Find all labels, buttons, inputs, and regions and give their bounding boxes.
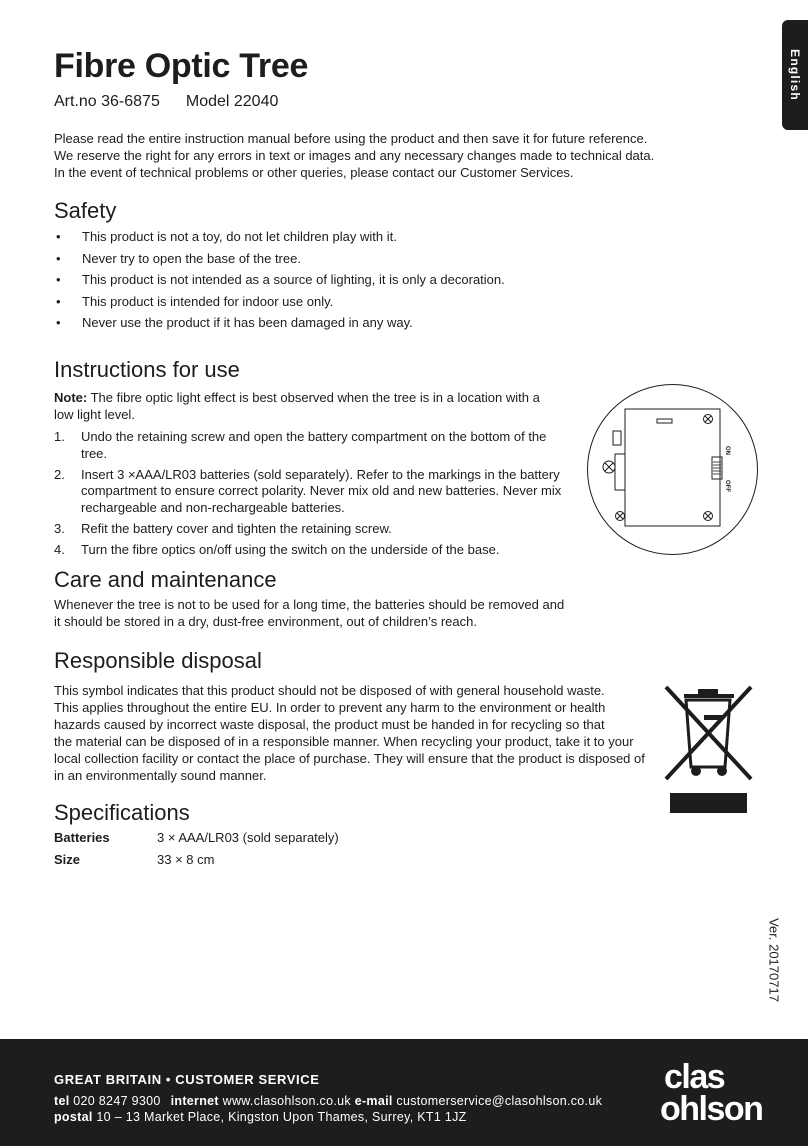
note-text: The fibre optic light effect is best observed when the tree is in a location with a low light level. bbox=[54, 390, 540, 422]
retaining-screw-tab bbox=[615, 454, 625, 490]
step-item bbox=[54, 429, 574, 462]
spec-row bbox=[54, 851, 339, 873]
product-ids bbox=[54, 93, 278, 111]
logo-line-2: ohlson bbox=[660, 1090, 763, 1128]
safety-item: • This product is not a toy, do not let children play with it. bbox=[54, 228, 505, 250]
step-item bbox=[54, 521, 574, 538]
spec-label: Size bbox=[54, 852, 81, 867]
note-label: Note: bbox=[54, 390, 88, 405]
postal-address: 10 – 13 Market Place, Kingston Upon Thames, Surrey, KT1 1JZ bbox=[96, 1110, 467, 1124]
disposal-line: hazards caused by incorrect waste disposal, the product must be handed in for recycling so that bbox=[54, 717, 605, 732]
email-link[interactable]: customerservice@clasohlson.co.uk bbox=[396, 1094, 603, 1108]
language-tab bbox=[782, 20, 808, 130]
battery-cover bbox=[625, 409, 720, 526]
version-label: Ver. 20170717 bbox=[766, 918, 782, 1002]
screw-icon bbox=[704, 415, 713, 424]
disposal-line: the material can be disposed of in a responsible manner. When recycling your product, take it to your bbox=[54, 734, 634, 749]
specifications-table bbox=[54, 829, 339, 873]
step-number: 3. bbox=[54, 520, 65, 536]
step-text: Refit the battery cover and tighten the retaining screw. bbox=[81, 520, 392, 536]
base-underside-diagram bbox=[585, 382, 760, 557]
step-item bbox=[54, 542, 574, 559]
tel-label: tel bbox=[54, 1094, 70, 1108]
spec-row bbox=[54, 829, 339, 851]
intro-line: In the event of technical problems or other queries, please contact our Customer Services. bbox=[54, 165, 574, 180]
screw-icon bbox=[704, 512, 713, 521]
spec-label: Batteries bbox=[54, 830, 110, 845]
step-number: 2. bbox=[54, 466, 65, 482]
disposal-heading: Responsible disposal bbox=[54, 648, 262, 673]
website-link[interactable]: www.clasohlson.co.uk bbox=[222, 1094, 351, 1108]
intro-line: Please read the entire instruction manual before using the product and then save it for future reference. bbox=[54, 131, 648, 146]
disposal-line: local collection facility or contact the place of purchase. They will ensure that the product is disposed of bbox=[54, 751, 645, 766]
clas-ohlson-logo bbox=[660, 1058, 780, 1128]
footer bbox=[0, 1039, 808, 1146]
footer-heading: GREAT BRITAIN • CUSTOMER SERVICE bbox=[54, 1072, 320, 1087]
logo-line-1: clas bbox=[664, 1058, 725, 1096]
model-no: Model 22040 bbox=[185, 93, 279, 110]
disposal-line: This symbol indicates that this product should not be disposed of with general household waste. bbox=[54, 683, 605, 698]
email-label: e-mail bbox=[354, 1094, 393, 1108]
instructions-heading: Instructions for use bbox=[54, 357, 240, 382]
footer-contact-line bbox=[54, 1094, 602, 1108]
step-text: Insert 3 ×AAA/LR03 batteries (sold separately). Refer to the markings in the battery compartment to ensure correct polarity. Never mix old and new batteries. Never mix rechargeable and non-rechargeable batteries. bbox=[81, 466, 562, 515]
step-number: 4. bbox=[54, 541, 65, 557]
base-outline bbox=[588, 385, 758, 555]
care-heading: Care and maintenance bbox=[54, 567, 277, 592]
spec-value: 3 × AAA/LR03 (sold separately) bbox=[157, 830, 339, 845]
intro-text bbox=[54, 130, 674, 181]
internet-label: internet bbox=[170, 1094, 219, 1108]
cover-latch bbox=[657, 419, 672, 423]
safety-heading: Safety bbox=[54, 198, 117, 223]
step-text: Undo the retaining screw and open the battery compartment on the bottom of the tree. bbox=[81, 429, 547, 461]
safety-list bbox=[54, 228, 505, 336]
switch-off-label: OFF bbox=[724, 480, 730, 492]
screw-icon bbox=[616, 512, 625, 521]
page-title: Fibre Optic Tree bbox=[54, 47, 309, 85]
spec-value: 33 × 8 cm bbox=[157, 852, 215, 867]
language-label: English bbox=[788, 49, 802, 101]
tel-number: 020 8247 9300 bbox=[73, 1094, 161, 1108]
switch-on-label: ON bbox=[724, 446, 730, 455]
safety-item: • This product is intended for indoor use only. bbox=[54, 293, 505, 315]
specifications-heading: Specifications bbox=[54, 800, 190, 825]
care-text: Whenever the tree is not to be used for a long time, the batteries should be removed and it should be stored in a dry, dust-free environment, out of children’s reach. bbox=[54, 597, 565, 629]
postal-label: postal bbox=[54, 1110, 93, 1124]
disposal-line: This applies throughout the entire EU. In order to prevent any harm to the environment or health bbox=[54, 700, 606, 715]
steps-list bbox=[54, 429, 574, 563]
note bbox=[54, 389, 554, 423]
step-item bbox=[54, 467, 574, 517]
safety-item: • This product is not intended as a source of lighting, it is only a decoration. bbox=[54, 271, 505, 293]
safety-item: • Never try to open the base of the tree. bbox=[54, 250, 505, 272]
retaining-screw-icon bbox=[603, 461, 615, 473]
disposal-line: in an environmentally sound manner. bbox=[54, 768, 267, 783]
safety-item: • Never use the product if it has been damaged in any way. bbox=[54, 314, 505, 336]
base-slot bbox=[613, 431, 621, 445]
footer-postal-line bbox=[54, 1110, 467, 1124]
weee-crossed-bin-icon bbox=[662, 683, 755, 818]
art-no: Art.no 36-6875 bbox=[54, 93, 160, 110]
step-number: 1. bbox=[54, 429, 65, 444]
step-text: Turn the fibre optics on/off using the switch on the underside of the base. bbox=[81, 541, 500, 557]
disposal-text bbox=[54, 682, 659, 784]
intro-line: We reserve the right for any errors in text or images and any necessary changes made to technical data. bbox=[54, 148, 655, 163]
